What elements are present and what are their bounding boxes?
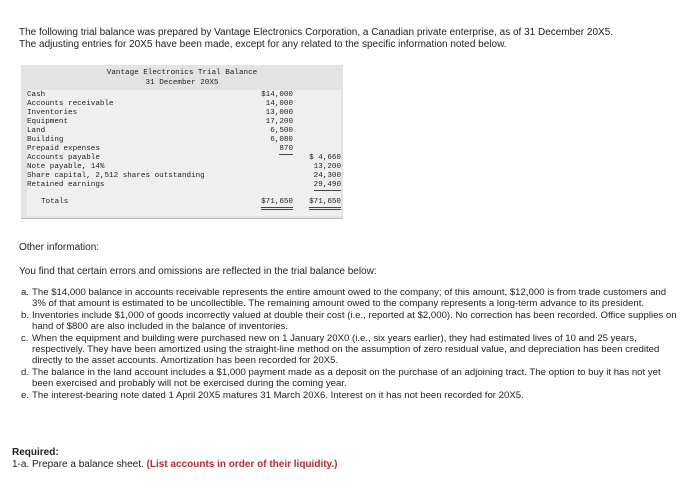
credit-amount: $71,650 — [309, 198, 341, 210]
information-item — [21, 287, 681, 310]
trial-balance-date: 31 December 20X5 — [145, 79, 219, 87]
item-marker: b. — [21, 309, 30, 321]
credit-amount: 24,300 — [313, 172, 341, 180]
trial-balance-row — [27, 118, 341, 127]
other-information-heading: Other information: — [19, 242, 100, 253]
totals-row — [27, 198, 341, 207]
trial-balance-row — [27, 127, 341, 136]
item-marker: a. — [21, 287, 30, 298]
intro-line-2: The adjusting entries for 20X5 have been made, except for any related to the specific information noted below. — [19, 39, 507, 50]
trial-balance-title: Vantage Electronics Trial Balance — [106, 69, 258, 77]
item-marker: e. — [21, 389, 30, 401]
required-task — [12, 459, 337, 470]
account-label: Accounts payable — [27, 154, 100, 162]
credit-amount: $ 4,660 — [309, 154, 341, 162]
account-label: Note payable, 14% — [27, 163, 105, 171]
credit-amount: 29,490 — [313, 181, 341, 189]
item-marker: c. — [21, 332, 29, 344]
intro-line-1: The following trial balance was prepared by Vantage Electronics Corporation, a Canadian private enterprise, as of 31 December 20X5. — [19, 27, 614, 38]
trial-balance-row — [27, 109, 341, 118]
account-label: Inventories — [27, 109, 78, 117]
required-task-highlight: (List accounts in order of their liquidity.) — [146, 459, 338, 470]
debit-amount: $14,000 — [261, 91, 293, 99]
trial-balance-row — [27, 136, 341, 145]
debit-amount: 6,500 — [270, 127, 293, 135]
account-label: Totals — [41, 198, 69, 206]
information-list — [21, 287, 681, 401]
trial-balance-row — [27, 100, 341, 109]
trial-balance-row — [27, 172, 341, 181]
trial-balance-table — [21, 65, 343, 219]
trial-balance-row — [27, 181, 341, 190]
account-label: Share capital, 2,512 shares outstanding — [27, 172, 205, 180]
trial-balance-row — [27, 154, 341, 163]
item-text: The $14,000 balance in accounts receivable represents the entire amount owed to the company; of this amount, $12,000 is from trade customers and 3% of that amount is estimated to be uncollectible. The remaining amount owed to the company represents a long-term advance to its president. — [32, 287, 667, 310]
information-item — [21, 390, 681, 401]
required-heading: Required: — [12, 447, 59, 458]
debit-amount: $71,650 — [261, 198, 293, 210]
account-label: Accounts receivable — [27, 100, 114, 108]
errors-intro-text: You find that certain errors and omissions are reflected in the trial balance below: — [19, 266, 377, 277]
information-item — [21, 310, 681, 333]
account-label: Land — [27, 127, 46, 135]
account-label: Building — [27, 136, 64, 144]
item-marker: d. — [21, 366, 30, 378]
trial-balance-row — [27, 145, 341, 154]
account-label: Prepaid expenses — [27, 145, 100, 153]
item-text: When the equipment and building were purchased new on 1 January 20X0 (i.e., six years earlier), they had estimated lives of 10 and 25 years, respectively. They have been amortized using the straight-line method on the assumption of zero residual value, and depreciation has been credited directly to the asset accounts. Amortization has been recorded for 20X5. — [32, 332, 660, 367]
trial-balance-row — [27, 91, 341, 100]
account-label: Cash — [27, 91, 46, 99]
information-item — [21, 333, 681, 367]
intro-text — [19, 27, 679, 51]
debit-amount: 17,200 — [265, 118, 293, 126]
debit-amount: 6,080 — [270, 136, 293, 144]
debit-amount: 870 — [279, 145, 293, 153]
item-text: The interest-bearing note dated 1 April 20X5 matures 31 March 20X6. Interest on it has not been recorded for 20X5. — [32, 389, 524, 401]
required-task-text: 1-a. Prepare a balance sheet. — [12, 459, 144, 470]
item-text: Inventories include $1,000 of goods incorrectly valued at double their cost (i.e., reported at $2,000). No correction has been recorded. Office supplies on hand of $800 are also included in the balance of inventories. — [32, 309, 677, 333]
trial-balance-row — [27, 163, 341, 172]
trial-balance-body — [27, 90, 341, 216]
credit-amount: 13,200 — [313, 163, 341, 171]
account-label: Equipment — [27, 118, 69, 126]
account-label: Retained earnings — [27, 181, 105, 189]
debit-amount: 14,000 — [265, 100, 293, 108]
information-item — [21, 367, 681, 390]
item-text: The balance in the land account includes a $1,000 payment made as a deposit on the purchase of an adjoining tract. The option to buy it has not yet been exercised and probably will not be exercised during the coming year. — [32, 366, 661, 390]
debit-amount: 13,000 — [265, 109, 293, 117]
